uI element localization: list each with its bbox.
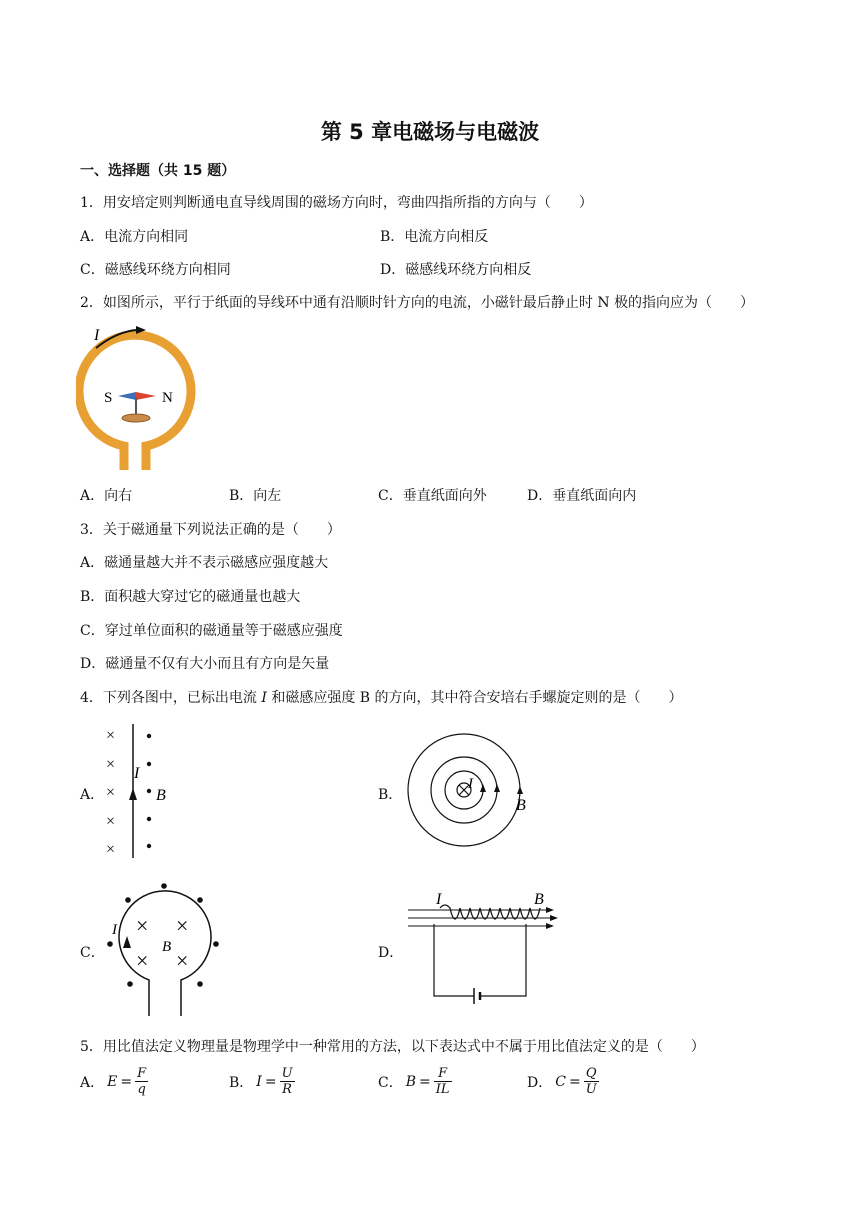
current-label: I xyxy=(134,765,140,782)
north-label: N xyxy=(162,390,173,406)
numerator: U xyxy=(281,1066,293,1081)
circuit-wire-right xyxy=(480,924,526,996)
svg-text:×: × xyxy=(136,913,149,938)
into-page-crosses xyxy=(106,727,115,858)
denominator: IL xyxy=(435,1082,450,1097)
denominator: q xyxy=(137,1082,146,1097)
middle-arrowhead xyxy=(494,784,500,792)
current-arrowhead xyxy=(123,936,131,948)
field-label: B xyxy=(534,891,544,908)
svg-text:×: × xyxy=(136,948,149,973)
current-label: I xyxy=(436,891,442,908)
solenoid-coil xyxy=(440,905,540,919)
denominator: U xyxy=(585,1082,597,1097)
svg-text:×: × xyxy=(106,841,116,858)
q5-option-b-lhs: I xyxy=(256,1073,262,1090)
q3-stem: 3．关于磁通量下列说法正确的是（ ） xyxy=(80,522,341,538)
field-label: B xyxy=(156,787,166,804)
q5-option-d-lhs: C xyxy=(555,1073,566,1090)
q5-option-b-label: B． xyxy=(229,1074,254,1091)
current-label: I xyxy=(112,922,117,938)
q4-stem-part1: 4．下列各图中，已标出电流 xyxy=(80,690,262,706)
q5-option-b-fraction xyxy=(280,1066,295,1097)
q5-option-a-lhs: E xyxy=(107,1073,118,1090)
field-label: B xyxy=(516,797,526,814)
current-label: I xyxy=(468,776,473,792)
field-label: B xyxy=(162,939,172,955)
q1-option-c[interactable]: C．磁感线环绕方向相同 xyxy=(80,262,231,278)
q4-figure-a-straight-wire xyxy=(100,722,180,862)
current-label: I xyxy=(94,327,100,344)
q2-stem: 2．如图所示，平行于纸面的导线环中通有沿顺时针方向的电流，小磁针最后静止时 N 极的指向应为（ ） xyxy=(80,295,755,311)
q2-option-d[interactable]: D．垂直纸面向内 xyxy=(527,488,637,504)
q5-option-d[interactable] xyxy=(527,1066,599,1097)
svg-text:×: × xyxy=(176,913,189,938)
needle-base xyxy=(122,414,150,422)
q4-option-b-label[interactable]: B． xyxy=(378,787,403,803)
numerator: Q xyxy=(584,1066,599,1082)
q1-option-d[interactable]: D．磁感线环绕方向相反 xyxy=(380,262,532,278)
section-header: 一、选择题（共 15 题） xyxy=(80,163,236,179)
numerator: F xyxy=(434,1066,452,1082)
equals-sign: = xyxy=(120,1073,133,1090)
equals-sign: = xyxy=(264,1073,277,1090)
q1-stem: 1．用安培定则判断通电直导线周围的磁场方向时，弯曲四指所指的方向与（ ） xyxy=(80,195,593,211)
q2-option-a[interactable]: A．向右 xyxy=(80,488,133,504)
q4-stem xyxy=(80,687,683,707)
q5-option-c-label: C． xyxy=(378,1074,403,1091)
south-label: S xyxy=(104,390,113,406)
q5-option-a-fraction xyxy=(135,1066,148,1097)
q5-option-d-label: D． xyxy=(527,1074,553,1091)
numerator: F xyxy=(137,1066,147,1081)
needle-south xyxy=(118,392,136,400)
page-title: 第 5 章电磁场与电磁波 xyxy=(320,120,540,144)
svg-text:×: × xyxy=(106,756,116,773)
q3-option-a[interactable]: A．磁通量越大并不表示磁感应强度越大 xyxy=(80,555,329,571)
svg-text:×: × xyxy=(176,948,189,973)
out-of-page-dots xyxy=(147,734,151,848)
q4-figure-b-concentric-circles xyxy=(402,732,532,852)
q2-option-c[interactable]: C．垂直纸面向外 xyxy=(378,488,487,504)
out-of-page-dots xyxy=(107,883,219,987)
q3-option-d[interactable]: D．磁通量不仅有大小而且有方向是矢量 xyxy=(80,656,330,672)
q4-stem-var: I xyxy=(261,690,267,706)
outer-arrowhead xyxy=(517,786,523,794)
q4-stem-part2: 和磁感应强度 B 的方向，其中符合安培右手螺旋定则的是（ ） xyxy=(266,690,683,706)
q4-figure-c-wire-loop xyxy=(100,876,230,1018)
needle-north xyxy=(136,392,156,400)
circuit-wire-left xyxy=(434,924,474,996)
q5-option-c-fraction xyxy=(434,1066,452,1097)
q1-option-a[interactable]: A．电流方向相同 xyxy=(80,229,189,245)
q2-figure-wire-loop xyxy=(76,318,206,478)
q1-option-b[interactable]: B．电流方向相反 xyxy=(380,229,489,245)
q3-option-b[interactable]: B．面积越大穿过它的磁通量也越大 xyxy=(80,589,301,605)
svg-text:×: × xyxy=(106,813,116,830)
q4-figure-d-solenoid xyxy=(400,884,565,1004)
equals-sign: = xyxy=(568,1073,581,1090)
svg-text:×: × xyxy=(106,727,116,744)
q3-option-c[interactable]: C．穿过单位面积的磁通量等于磁感应强度 xyxy=(80,623,343,639)
current-arrowhead xyxy=(129,788,137,800)
q4-option-a-label[interactable]: A． xyxy=(80,787,105,803)
svg-text:×: × xyxy=(106,784,116,801)
q5-option-c[interactable] xyxy=(378,1066,452,1097)
q4-option-c-label[interactable]: C． xyxy=(80,945,105,961)
q5-option-a[interactable] xyxy=(80,1066,148,1097)
denominator: R xyxy=(282,1082,292,1097)
q5-option-a-label: A． xyxy=(80,1074,105,1091)
q5-option-d-fraction xyxy=(584,1066,599,1097)
q2-option-b[interactable]: B．向左 xyxy=(229,488,282,504)
q5-option-c-lhs: B xyxy=(405,1073,417,1090)
q5-stem: 5．用比值法定义物理量是物理学中一种常用的方法，以下表达式中不属于用比值法定义的是（ ） xyxy=(80,1039,705,1055)
q5-option-b[interactable] xyxy=(229,1066,295,1097)
equals-sign: = xyxy=(419,1073,431,1090)
q4-option-d-label[interactable]: D． xyxy=(378,945,404,961)
inner-arrowhead xyxy=(480,784,486,792)
